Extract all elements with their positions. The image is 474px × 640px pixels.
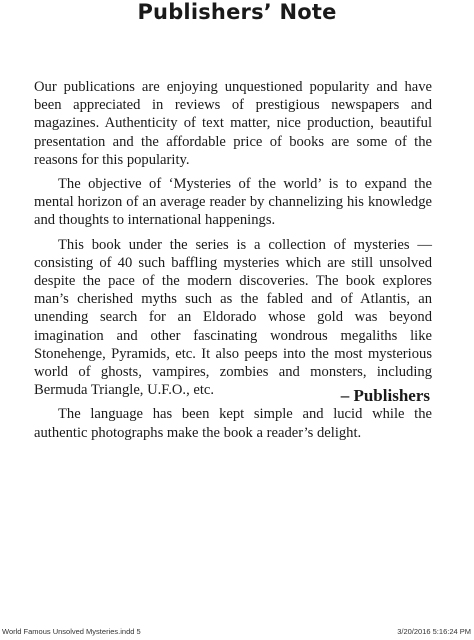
paragraph: The language has been kept simple and lucid while the authentic photographs make the book a reader’s delight. xyxy=(34,406,432,441)
print-slug-timestamp: 3/20/2016 5:16:24 PM xyxy=(397,627,471,636)
print-slug-file-info: World Famous Unsolved Mysteries.indd 5 xyxy=(2,627,141,636)
paragraph: This book under the series is a collection of mysteries — consisting of 40 such baffling mysteries which are still unsolved despite the pace of the modern discoveries. The book explores man’s cherished myths such as the fabled and of Atlantis, an unending search for an Eldorado whose gold was beyond imagination and other fascinating wondrous megaliths like Stonehenge, Pyramids, etc. It also peeps into the most mysterious world of ghosts, vampires, zombies and monsters, including Bermuda Triangle, U.F.O., etc. xyxy=(34,236,432,399)
paragraph: Our publications are enjoying unquestioned popularity and have been appreciated in reviews of prestigious newspapers and magazines. Authenticity of text matter, nice production, beautiful presentation and the affordable price of books are some of the reasons for this popularity. xyxy=(34,79,432,168)
signature: – Publishers xyxy=(340,386,430,405)
page-title: Publishers’ Note xyxy=(137,0,337,24)
paragraph: The objective of ‘Mysteries of the world’ is to expand the mental horizon of an average reader by channelizing his knowledge and thoughts to international happenings. xyxy=(34,176,432,229)
